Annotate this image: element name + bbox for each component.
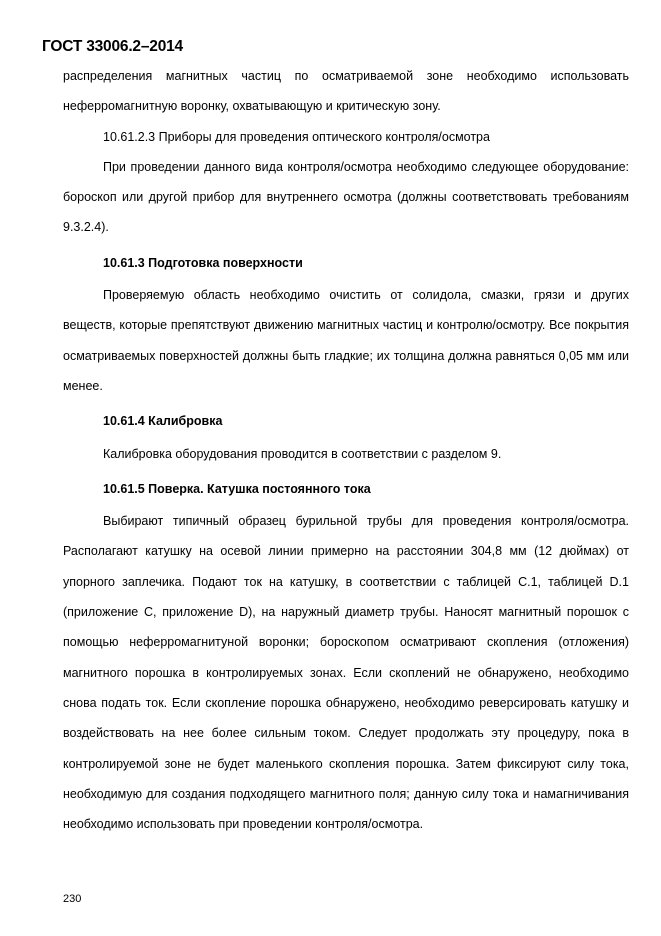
section-heading-surface-preparation: 10.61.3 Подготовка поверхности	[103, 255, 303, 270]
page-number: 230	[63, 893, 82, 905]
section-heading-verification-coil: 10.61.5 Поверка. Катушка постоянного тока	[103, 481, 371, 496]
paragraph-verification-coil: Выбирают типичный образец бурильной трубы для проведения контроля/осмотра. Располагают катушку на осевой линии примерно на расстоянии 304,8 мм (12 дюймах) от упорного заплечика. Подают ток на катушку, в соответствии с таблицей С.1, таблицей D.1 (приложение С, приложение D), на наружный диаметр трубы. Наносят магнитный порошок с помощью неферромагнитуной воронки; бороскопом осматривают скопления (отложения) магнитного порошка в контролируемых зонах. Если скоплений не обнаружено, необходимо снова подать ток. Если скопление порошка обнаружено, необходимо реверсировать катушку и воздействовать на нее более сильным током. Следует продолжать эту процедуру, пока в контролируемой зоне не будет маленького скопления порошка. Затем фиксируют силу тока, необходимую для создания подходящего магнитного поля; данную силу тока и намагничивания необходимо использовать при проведении контроля/осмотра.	[63, 514, 629, 832]
document-header-title: ГОСТ 33006.2–2014	[42, 38, 183, 55]
subsection-heading-optical-devices: 10.61.2.3 Приборы для проведения оптического контроля/осмотра	[103, 129, 490, 144]
paragraph-calibration: Калибровка оборудования проводится в соответствии с разделом 9.	[103, 446, 502, 461]
section-heading-calibration: 10.61.4 Калибровка	[103, 414, 223, 429]
paragraph-optical-equipment: При проведении данного вида контроля/осмотра необходимо следующее оборудование: бороскоп или другой прибор для внутреннего осмотра (должны соответствовать требованиям 9.3.2.4).	[63, 159, 629, 235]
document-body	[63, 61, 629, 839]
paragraph-funnel-continuation: распределения магнитных частиц по осматриваемой зоне необходимо использовать неферромагнитную воронку, охватывающую и критическую зону.	[63, 69, 629, 114]
paragraph-surface-preparation: Проверяемую область необходимо очистить от солидола, смазки, грязи и других веществ, которые препятствуют движению магнитных частиц и контролю/осмотру. Все покрытия осматриваемых поверхностей должны быть гладкие; их толщина должна равняться 0,05 мм или менее.	[63, 288, 629, 393]
